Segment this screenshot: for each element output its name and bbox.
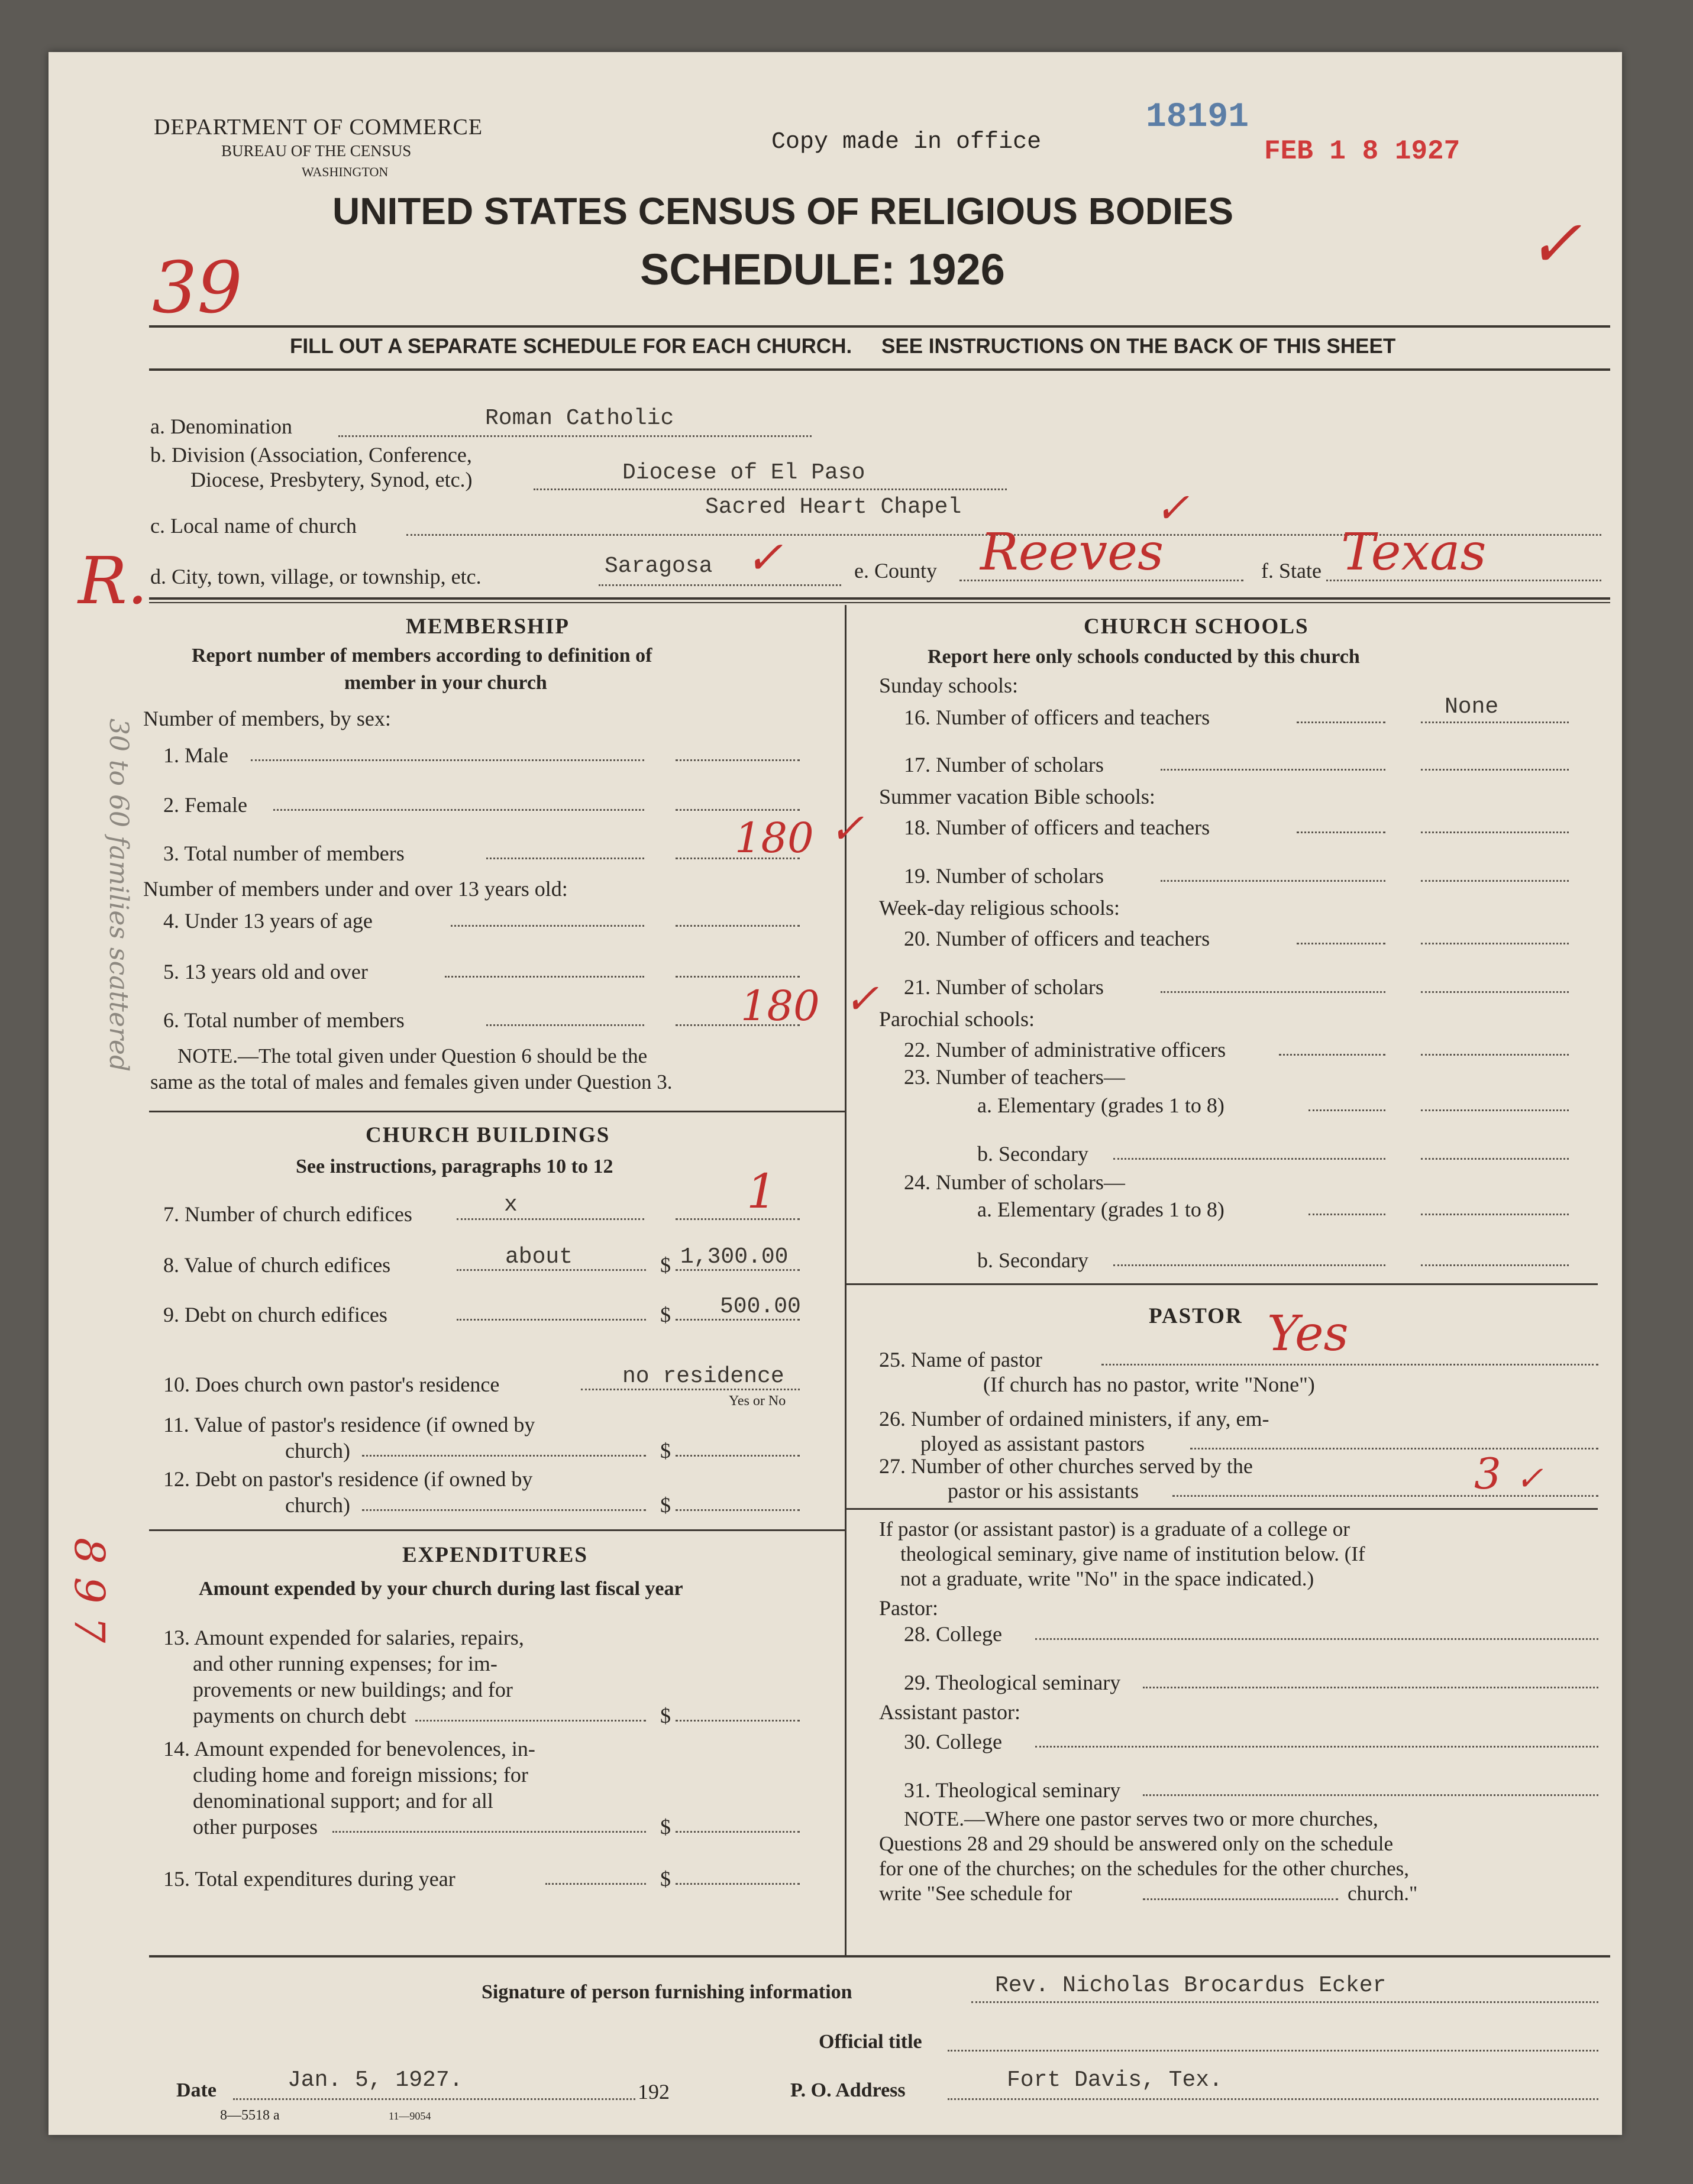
q23b-answer-line[interactable]: [1421, 1158, 1569, 1160]
q20-line: [1297, 943, 1385, 944]
bureau-location: WASHINGTON: [302, 164, 389, 179]
q23b-line: [1113, 1158, 1385, 1160]
state-label: f. State: [1261, 559, 1322, 583]
header-rule-top: [149, 325, 1610, 328]
q7-answer-line: [676, 1218, 800, 1220]
q6-value[interactable]: 180: [741, 982, 820, 1030]
po-address-label: P. O. Address: [790, 2079, 906, 2101]
local-name-label: c. Local name of church: [150, 514, 357, 538]
official-title-line[interactable]: [948, 2050, 1598, 2052]
q3-total-label: 3. Total number of members: [163, 842, 405, 865]
q27-check: ✓: [1516, 1460, 1543, 1498]
margin-letter: R.: [78, 543, 148, 619]
q12-dollar: $: [660, 1493, 671, 1517]
q9-label: 9. Debt on church edifices: [163, 1303, 387, 1326]
q1-male-label: 1. Male: [163, 743, 228, 767]
graduate-note-3: not a graduate, write "No" in the space indicated.): [900, 1567, 1314, 1590]
q11-label-2: church): [285, 1439, 350, 1463]
city-label: d. City, town, village, or township, etc.: [150, 565, 482, 588]
denomination-line: [338, 435, 812, 437]
q4-answer-line[interactable]: [676, 925, 800, 927]
q28-label: 28. College: [904, 1622, 1002, 1646]
q29-label: 29. Theological seminary: [904, 1671, 1121, 1694]
left-red-number: 8 9 7: [65, 1537, 114, 1643]
q7-value[interactable]: 1: [747, 1164, 777, 1219]
q14-label-4: other purposes: [193, 1815, 318, 1839]
po-address-line: [948, 2098, 1598, 2100]
department-name: DEPARTMENT OF COMMERCE: [154, 115, 483, 140]
q11-answer-line[interactable]: [676, 1455, 800, 1457]
q12-line: [362, 1509, 646, 1511]
q15-dollar: $: [660, 1867, 671, 1891]
q24b-label: b. Secondary: [977, 1248, 1088, 1272]
q23a-answer-line[interactable]: [1421, 1109, 1569, 1111]
q31-line[interactable]: [1143, 1794, 1598, 1796]
q26-label-1: 26. Number of ordained ministers, if any, em-: [879, 1407, 1269, 1431]
q5-answer-line[interactable]: [676, 976, 800, 978]
q21-line: [1161, 991, 1385, 993]
local-name-check: ✓: [1155, 484, 1190, 532]
q18-label: 18. Number of officers and teachers: [904, 816, 1210, 839]
q5-over13-label: 5. 13 years old and over: [163, 960, 368, 983]
q14-label-2: cluding home and foreign missions; for: [193, 1763, 528, 1787]
q16-value[interactable]: None: [1445, 694, 1499, 720]
q24a-line: [1308, 1214, 1385, 1215]
form-title: UNITED STATES CENSUS OF RELIGIOUS BODIES: [332, 190, 1234, 232]
q10-label: 10. Does church own pastor's residence: [163, 1373, 500, 1396]
corner-check-mark: ✓: [1527, 206, 1582, 282]
division-value[interactable]: Diocese of El Paso: [622, 460, 865, 486]
stamp-date: FEB 1 8 1927: [1264, 136, 1461, 167]
membership-intro-2: member in your church: [344, 672, 547, 694]
division-label-1: b. Division (Association, Conference,: [150, 443, 472, 467]
official-title-label: Official title: [819, 2031, 922, 2053]
q30-label: 30. College: [904, 1730, 1002, 1753]
q22-label: 22. Number of administrative officers: [904, 1038, 1226, 1062]
q16-line: [1297, 721, 1385, 723]
city-check: ✓: [745, 531, 783, 584]
q3-value[interactable]: 180: [735, 814, 814, 862]
margin-pencil-note: 30 to 60 families scattered: [104, 718, 134, 1072]
q13-line: [415, 1720, 646, 1722]
expenditures-sub: Amount expended by your church during last fiscal year: [199, 1578, 683, 1600]
pastor-note-line[interactable]: [1143, 1898, 1338, 1900]
q3-line: [486, 858, 644, 859]
q15-label: 15. Total expenditures during year: [163, 1867, 455, 1891]
q22-line: [1279, 1054, 1385, 1056]
division-label-2: Diocese, Presbytery, Synod, etc.): [190, 468, 473, 491]
print-number: 11—9054: [389, 2110, 431, 2122]
q16-answer-line: [1421, 721, 1569, 723]
q10-value[interactable]: no residence: [622, 1364, 784, 1389]
buildings-rule: [149, 1529, 845, 1531]
q15-answer-line[interactable]: [676, 1883, 800, 1885]
sunday-schools-label: Sunday schools:: [879, 674, 1019, 697]
q14-label-1: 14. Amount expended for benevolences, in-: [163, 1737, 535, 1761]
q8-prefix: about: [505, 1244, 573, 1270]
q4-line: [451, 925, 644, 927]
q17-answer-line[interactable]: [1421, 769, 1569, 771]
header-rule-bottom: [149, 368, 1610, 371]
q14-dollar: $: [660, 1815, 671, 1839]
city-value[interactable]: Saragosa: [605, 554, 713, 579]
members-by-age-label: Number of members under and over 13 years old:: [143, 877, 568, 901]
q21-answer-line[interactable]: [1421, 991, 1569, 993]
q12-label-1: 12. Debt on pastor's residence (if owned by: [163, 1467, 533, 1491]
q9-value[interactable]: 500.00: [720, 1294, 801, 1319]
q17-line: [1161, 769, 1385, 771]
graduate-note-1: If pastor (or assistant pastor) is a graduate of a college or: [879, 1518, 1350, 1541]
q7-mark: x: [504, 1192, 518, 1218]
q2-female-label: 2. Female: [163, 793, 247, 817]
bureau-name: BUREAU OF THE CENSUS: [221, 142, 412, 160]
q23a-line: [1308, 1109, 1385, 1111]
signature-value[interactable]: Rev. Nicholas Brocardus Ecker: [995, 1973, 1387, 1998]
q24b-line: [1113, 1264, 1385, 1266]
q13-label-2: and other running expenses; for im-: [193, 1652, 497, 1675]
denomination-value[interactable]: Roman Catholic: [485, 406, 674, 431]
q24a-answer-line[interactable]: [1421, 1214, 1569, 1215]
q3-check: ✓: [829, 804, 864, 853]
q9-line: [457, 1319, 646, 1321]
date-label: Date: [176, 2079, 217, 2101]
q11-label-1: 11. Value of pastor's residence (if owned by: [163, 1413, 535, 1436]
q23b-label: b. Secondary: [977, 1142, 1088, 1166]
q25-line: [1101, 1364, 1598, 1366]
pastor-edu-label: Pastor:: [879, 1596, 939, 1620]
date-line: [233, 2098, 635, 2100]
q12-label-2: church): [285, 1493, 350, 1517]
q7-line: [457, 1218, 644, 1220]
q4-under13-label: 4. Under 13 years of age: [163, 909, 373, 933]
q13-label-3: provements or new buildings; and for: [193, 1678, 513, 1701]
q20-answer-line[interactable]: [1421, 943, 1569, 944]
footer-rule: [149, 1955, 1610, 1957]
date-value[interactable]: Jan. 5, 1927.: [287, 2067, 463, 2093]
section-rule-thin: [149, 602, 1610, 603]
q5-line: [445, 976, 644, 978]
q26-label-2: ployed as assistant pastors: [920, 1432, 1145, 1455]
signature-line: [971, 2001, 1598, 2003]
county-label: e. County: [854, 559, 937, 583]
q21-label: 21. Number of scholars: [904, 975, 1104, 999]
section-rule: [149, 597, 1610, 600]
q29-line[interactable]: [1143, 1687, 1598, 1688]
form-subtitle: SCHEDULE: 1926: [640, 245, 1005, 294]
weekday-schools-label: Week-day religious schools:: [879, 896, 1120, 920]
q25-value[interactable]: Yes: [1267, 1306, 1349, 1362]
q19-label: 19. Number of scholars: [904, 864, 1104, 888]
q28-line[interactable]: [1035, 1638, 1598, 1640]
pastor-rule: [846, 1508, 1598, 1510]
state-value[interactable]: Texas: [1341, 523, 1487, 582]
instruction-right: SEE INSTRUCTIONS ON THE BACK OF THIS SHEET: [881, 335, 1396, 358]
date-year-suffix: 192: [638, 2080, 670, 2104]
q13-answer-line[interactable]: [676, 1720, 800, 1722]
membership-intro-1: Report number of members according to definition of: [192, 645, 652, 666]
graduate-note-2: theological seminary, give name of institution below. (If: [900, 1542, 1365, 1565]
membership-note-1: NOTE.—The total given under Question 6 should be the: [177, 1044, 648, 1067]
schools-sub: Report here only schools conducted by this church: [928, 646, 1360, 668]
schools-heading: CHURCH SCHOOLS: [1084, 614, 1309, 639]
q9-dollar: $: [660, 1303, 671, 1326]
q2-line: [273, 809, 644, 811]
copy-note: Copy made in office: [771, 129, 1042, 156]
q26-line[interactable]: [1190, 1448, 1598, 1449]
q24-label: 24. Number of scholars—: [904, 1170, 1125, 1194]
city-line: [599, 584, 841, 586]
q6-check: ✓: [844, 975, 879, 1023]
q7-label: 7. Number of church edifices: [163, 1202, 412, 1226]
q11-line: [362, 1455, 646, 1457]
q2-answer-line[interactable]: [676, 809, 800, 811]
q14-line: [332, 1831, 646, 1833]
q6-line: [486, 1024, 644, 1026]
q25-label: 25. Name of pastor: [879, 1348, 1042, 1371]
q11-dollar: $: [660, 1439, 671, 1463]
pastor-heading: PASTOR: [1149, 1304, 1243, 1328]
members-by-sex-label: Number of members, by sex:: [143, 707, 391, 730]
q13-dollar: $: [660, 1704, 671, 1727]
q1-line: [251, 759, 644, 761]
q17-label: 17. Number of scholars: [904, 753, 1104, 776]
q31-label: 31. Theological seminary: [904, 1778, 1121, 1802]
membership-rule: [149, 1111, 845, 1112]
schools-rule: [846, 1283, 1598, 1285]
census-schedule-sheet: [49, 52, 1622, 2135]
buildings-heading: CHURCH BUILDINGS: [366, 1123, 610, 1147]
q27-value[interactable]: 3: [1474, 1449, 1501, 1499]
pastor-note-5: church.": [1348, 1882, 1418, 1905]
instruction-left: FILL OUT A SEPARATE SCHEDULE FOR EACH CHURCH.: [290, 335, 852, 358]
buildings-sub: See instructions, paragraphs 10 to 12: [296, 1156, 613, 1177]
q25-hint: (If church has no pastor, write "None"): [983, 1373, 1315, 1396]
stamp-number: 18191: [1146, 98, 1249, 137]
membership-note-2: same as the total of males and females given under Question 3.: [150, 1070, 673, 1093]
q8-dollar: $: [660, 1253, 671, 1277]
county-value[interactable]: Reeves: [980, 523, 1164, 582]
division-line: [534, 488, 1007, 490]
membership-heading: MEMBERSHIP: [406, 614, 570, 639]
q18-answer-line[interactable]: [1421, 831, 1569, 833]
q19-answer-line[interactable]: [1421, 880, 1569, 882]
q13-label-4: payments on church debt: [193, 1704, 406, 1727]
q24a-label: a. Elementary (grades 1 to 8): [977, 1198, 1224, 1221]
assistant-edu-label: Assistant pastor:: [879, 1700, 1020, 1724]
q16-label: 16. Number of officers and teachers: [904, 706, 1210, 729]
parochial-schools-label: Parochial schools:: [879, 1007, 1035, 1031]
q12-answer-line[interactable]: [676, 1509, 800, 1511]
q1-answer-line[interactable]: [676, 759, 800, 761]
q27-label-2: pastor or his assistants: [948, 1479, 1139, 1503]
q15-line: [545, 1883, 646, 1885]
summer-schools-label: Summer vacation Bible schools:: [879, 785, 1155, 808]
signature-label: Signature of person furnishing information: [482, 1981, 852, 2003]
q23-label: 23. Number of teachers—: [904, 1065, 1125, 1089]
expenditures-heading: EXPENDITURES: [402, 1543, 588, 1567]
q8-value[interactable]: 1,300.00: [680, 1244, 789, 1270]
form-number: 8—5518 a: [220, 2108, 280, 2123]
po-address-value[interactable]: Fort Davis, Tex.: [1007, 2067, 1223, 2093]
pastor-note-3: for one of the churches; on the schedules for the other churches,: [879, 1857, 1410, 1880]
q23a-label: a. Elementary (grades 1 to 8): [977, 1093, 1224, 1117]
q14-answer-line[interactable]: [676, 1831, 800, 1833]
q27-label-1: 27. Number of other churches served by the: [879, 1454, 1253, 1478]
q10-hint: Yes or No: [729, 1393, 786, 1409]
q19-line: [1161, 880, 1385, 882]
q24b-answer-line[interactable]: [1421, 1264, 1569, 1266]
q6-total-label: 6. Total number of members: [163, 1008, 405, 1032]
corner-number: 39: [152, 247, 243, 329]
q8-label: 8. Value of church edifices: [163, 1253, 391, 1277]
q30-line[interactable]: [1035, 1746, 1598, 1748]
q18-line: [1297, 831, 1385, 833]
local-name-value[interactable]: Sacred Heart Chapel: [705, 494, 962, 520]
q22-answer-line[interactable]: [1421, 1054, 1569, 1056]
pastor-note-1: NOTE.—Where one pastor serves two or more churches,: [904, 1807, 1378, 1830]
q14-label-3: denominational support; and for all: [193, 1789, 493, 1813]
denomination-label: a. Denomination: [150, 415, 292, 438]
pastor-note-4: write "See schedule for: [879, 1882, 1072, 1905]
q13-label-1: 13. Amount expended for salaries, repairs,: [163, 1626, 524, 1649]
pastor-note-2: Questions 28 and 29 should be answered only on the schedule: [879, 1832, 1394, 1855]
q20-label: 20. Number of officers and teachers: [904, 927, 1210, 950]
